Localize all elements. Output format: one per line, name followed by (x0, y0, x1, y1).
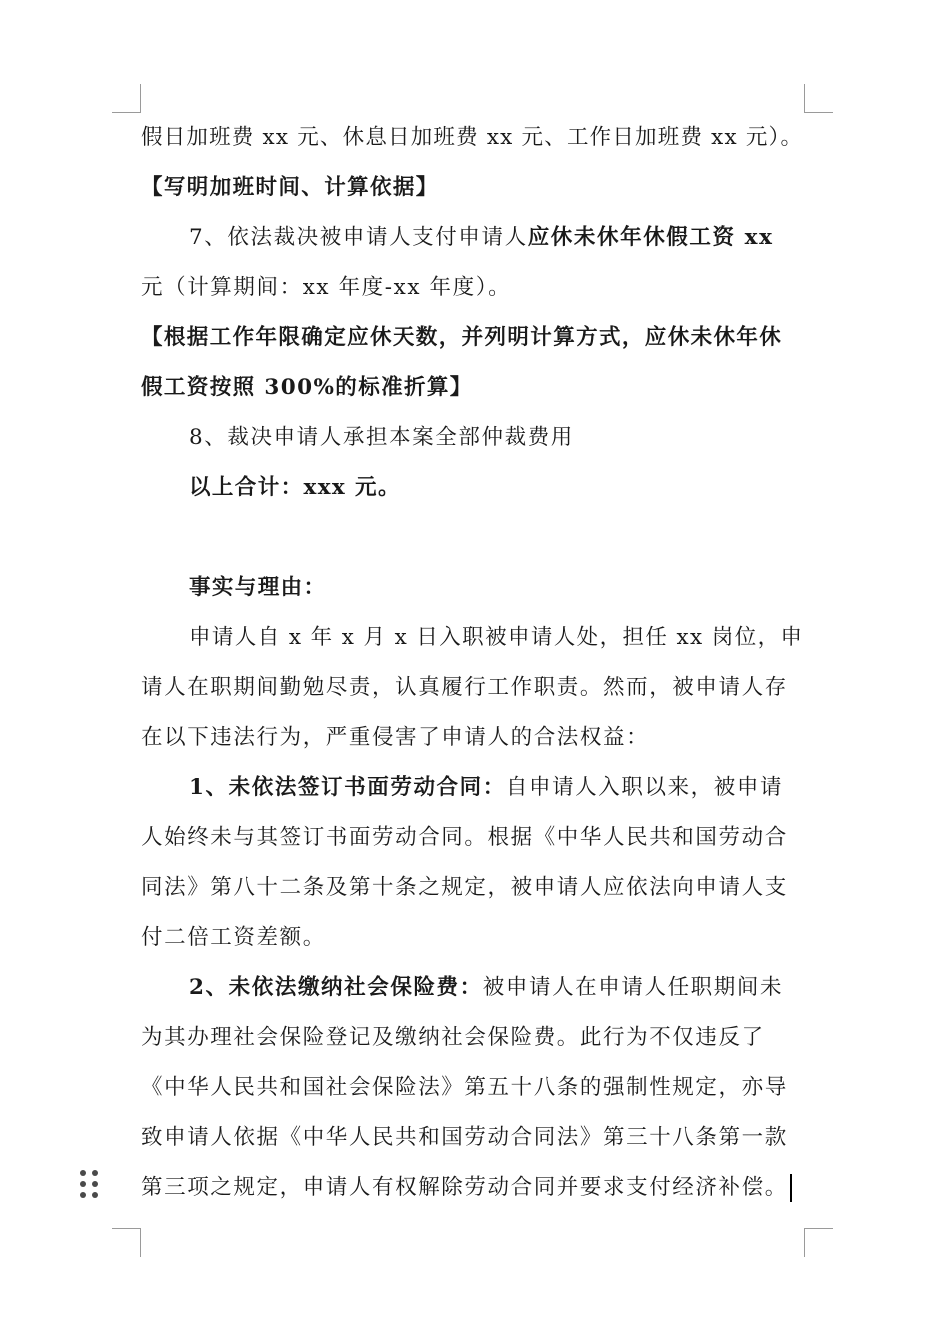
claim-item-7-emphasis: 应休未休年休假工资 xx (527, 225, 774, 250)
note-heading-leave-continued[interactable]: 假工资按照 300%的标准折算】 (141, 375, 473, 400)
page-corner-mark-top-left (112, 84, 141, 113)
fact-item-1[interactable] (141, 763, 804, 813)
document-body[interactable] (141, 113, 804, 1213)
fact-item-2-text: 被申请人在申请人任职期间未 (482, 975, 784, 1000)
paragraph-line[interactable]: 《中华人民共和国社会保险法》第五十八条的强制性规定，亦导 (141, 1075, 788, 1100)
paragraph-line[interactable]: 同法》第八十二条及第十条之规定，被申请人应依法向申请人支 (141, 875, 788, 900)
drag-handle-icon[interactable] (80, 1170, 100, 1200)
paragraph-line[interactable]: 在以下违法行为，严重侵害了申请人的合法权益： (141, 725, 650, 750)
paragraph-line[interactable]: 人始终未与其签订书面劳动合同。根据《中华人民共和国劳动合 (141, 825, 788, 850)
note-heading-leave[interactable]: 【根据工作年限确定应休天数，并列明计算方式，应休未休年休 (141, 325, 783, 350)
blank-line (141, 513, 804, 563)
paragraph-line[interactable]: 申请人自 x 年 x 月 x 日入职被申请人处，担任 xx 岗位，申 (189, 625, 804, 650)
claim-item-7-text: 7、依法裁决被申请人支付申请人 (189, 225, 528, 250)
page-corner-mark-bottom-left (112, 1228, 141, 1257)
paragraph-line[interactable]: 致申请人依据《中华人民共和国劳动合同法》第三十八条第一款 (141, 1125, 788, 1150)
total-line[interactable]: 以上合计：xxx 元。 (189, 475, 401, 500)
fact-item-1-title: 1、未依法签订书面劳动合同： (189, 775, 506, 800)
section-heading-facts[interactable]: 事实与理由： (189, 575, 327, 600)
paragraph-line-last[interactable] (141, 1163, 804, 1213)
paragraph-line[interactable]: 元（计算期间：xx 年度-xx 年度）。 (141, 275, 512, 300)
paragraph-line[interactable]: 付二倍工资差额。 (141, 925, 326, 950)
paragraph-line[interactable]: 为其办理社会保险登记及缴纳社会保险费。此行为不仅违反了 (141, 1025, 765, 1050)
fact-item-2-title: 2、未依法缴纳社会保险费： (189, 975, 483, 1000)
last-line-text: 第三项之规定，申请人有权解除劳动合同并要求支付经济补偿。 (141, 1175, 788, 1200)
note-heading-overtime[interactable]: 【写明加班时间、计算依据】 (141, 175, 439, 200)
page-corner-mark-top-right (804, 84, 833, 113)
fact-item-2[interactable] (141, 963, 804, 1013)
paragraph-line[interactable]: 假日加班费 xx 元、休息日加班费 xx 元、工作日加班费 xx 元）。 (141, 125, 804, 150)
text-cursor (790, 1174, 792, 1202)
paragraph-line[interactable]: 请人在职期间勤勉尽责，认真履行工作职责。然而，被申请人存 (141, 675, 788, 700)
claim-item-8[interactable]: 8、裁决申请人承担本案全部仲裁费用 (189, 425, 574, 450)
page-corner-mark-bottom-right (804, 1228, 833, 1257)
fact-item-1-text: 自申请人入职以来，被申请 (505, 775, 784, 800)
claim-item-7[interactable] (141, 213, 804, 263)
